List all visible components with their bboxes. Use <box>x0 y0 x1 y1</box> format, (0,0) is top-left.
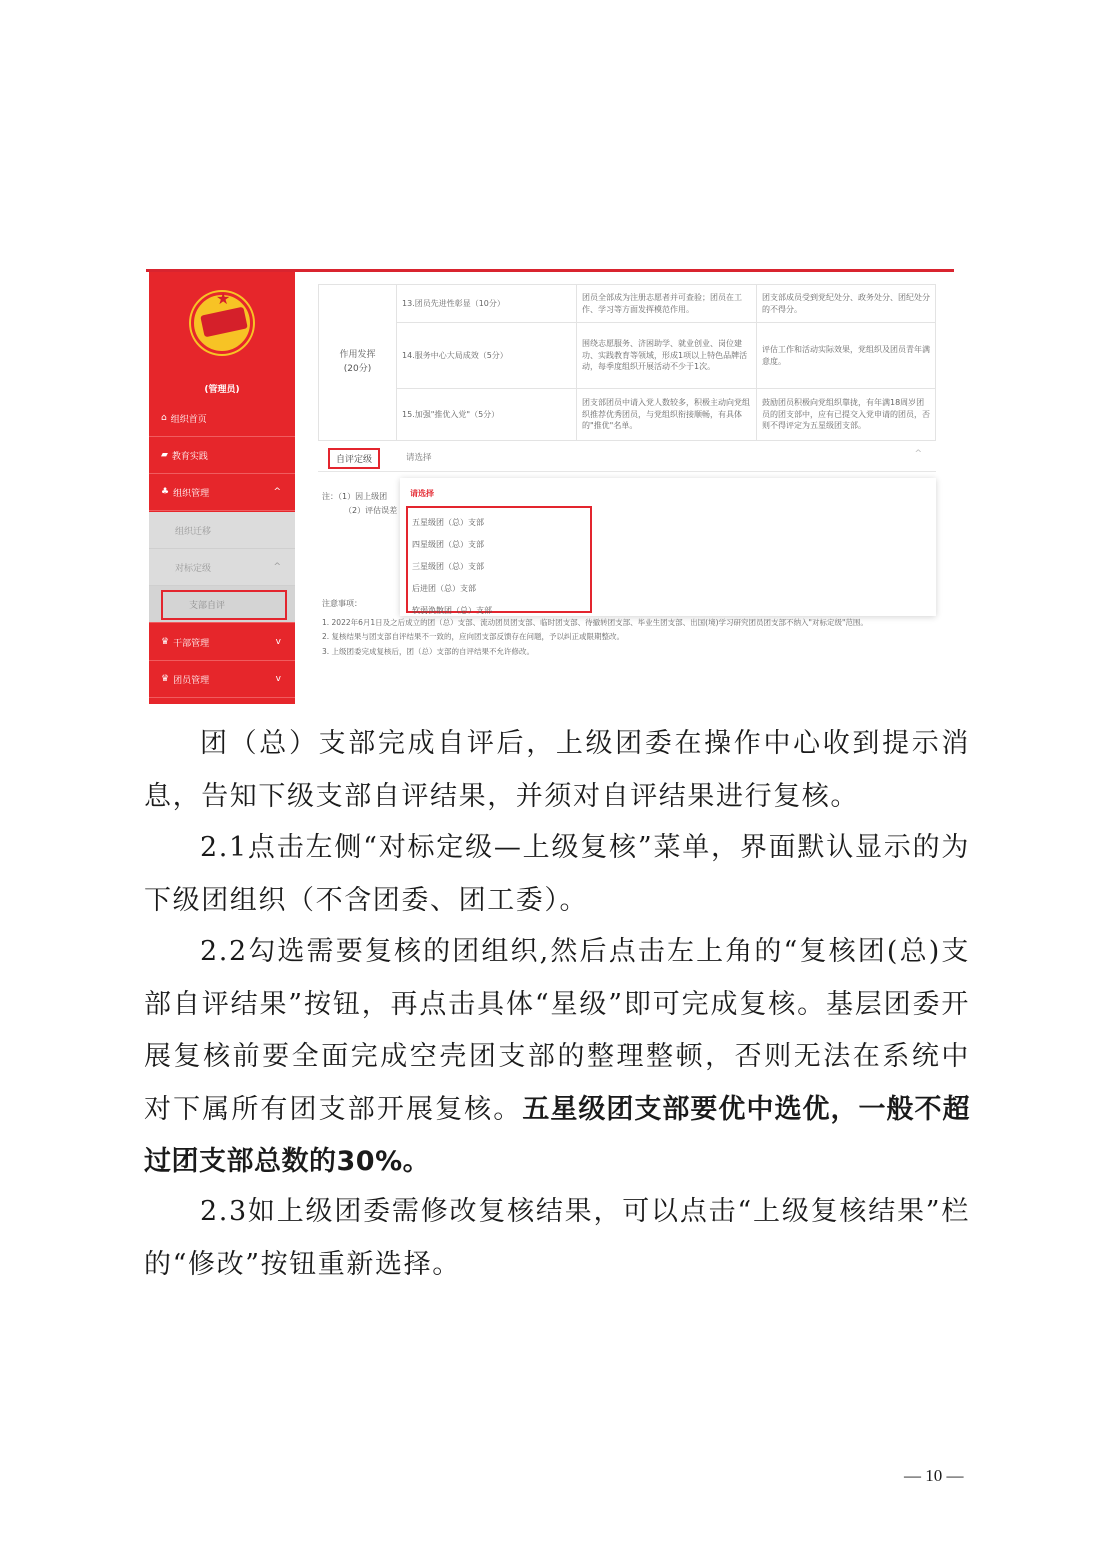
list-item: 1. 2022年6月1日及之后成立的团（总）支部、流动团员团支部、临时团支部、待撤转团支部、毕业生团支部、出国(境)学习研究团员团支部不纳入"对标定级"范围。 <box>322 618 868 627</box>
admin-role-label: (管理员) <box>204 385 240 395</box>
dropdown-title: 请选择 <box>410 489 434 498</box>
page-number: — 10 — <box>904 1466 964 1485</box>
chevron-down-icon: v <box>275 674 281 684</box>
system-screenshot <box>146 269 954 704</box>
standard-cell: 围绕志愿服务、济困助学、就业创业、岗位建功、实践教育等领域，形成1项以上特色品牌活动，每季度组织开展活动不少于1次。 <box>577 323 757 389</box>
chevron-up-icon: ^ <box>273 562 281 572</box>
option-weak[interactable]: 软弱涣散团（总）支部 <box>412 606 492 615</box>
paragraph-1: 团（总）支部完成自评后，上级团委在操作中心收到提示消息，告知下级支部自评结果，并须对自评结果进行复核。 <box>144 728 970 812</box>
sidebar-item-org-home[interactable]: ⌂ 组织首页 <box>149 400 295 437</box>
sidebar-item-org-management[interactable]: ♣ 组织管理 ^ <box>149 474 295 511</box>
attention-list <box>322 616 934 659</box>
option-five-star[interactable]: 五星级团（总）支部 <box>412 518 484 527</box>
sidebar-item-member-management[interactable]: ♛ 团员管理 v <box>149 661 295 698</box>
item-cell: 13.团员先进性彰显（10分） <box>397 285 577 323</box>
paragraph-2-1: 2.1点击左侧“对标定级—上级复核”菜单，界面默认显示的为下级团组织（不含团委、团工委）。 <box>144 832 970 916</box>
list-item: 3. 上级团委完成复核后，团（总）支部的自评结果不允许修改。 <box>322 646 535 656</box>
option-four-star[interactable]: 四星级团（总）支部 <box>412 540 484 549</box>
org-icon: ♣ <box>161 487 170 497</box>
method-cell: 评估工作和活动实际效果，党组织及团员青年满意度。 <box>757 323 936 389</box>
method-cell: 团支部成员受到党纪处分、政务处分、团纪处分的不得分。 <box>757 285 936 323</box>
self-eval-label: 自评定级 <box>328 448 380 469</box>
notes: 注：（1）因上级团 （2）评估误差 <box>322 492 398 515</box>
item-cell: 15.加强"推优入党"（5分） <box>397 389 577 441</box>
standard-cell: 团员全部成为注册志愿者并可查验；团员在工作、学习等方面发挥模范作用。 <box>577 285 757 323</box>
sidebar <box>149 272 295 704</box>
sidebar-item-education[interactable]: ▰ 教育实践 <box>149 437 295 474</box>
member-icon: ♛ <box>161 674 170 684</box>
home-icon: ⌂ <box>161 413 167 423</box>
table-row <box>319 285 936 323</box>
rating-criteria-table <box>318 284 936 441</box>
chevron-down-icon: v <box>275 637 281 647</box>
sidebar-item-org-migration[interactable]: 组织迁移 <box>149 512 295 549</box>
sidebar-item-branch-self-eval[interactable]: 支部自评 <box>149 586 295 623</box>
sidebar-item-cadre-management[interactable]: ♛ 干部管理 v <box>149 624 295 661</box>
cadre-icon: ♛ <box>161 637 170 647</box>
item-cell: 14.服务中心大局成效（5分） <box>397 323 577 389</box>
option-three-star[interactable]: 三星级团（总）支部 <box>412 562 484 571</box>
league-emblem-logo: ★ <box>191 292 253 354</box>
rating-dropdown <box>400 478 936 616</box>
method-cell: 鼓励团员积极向党组织靠拢，有年满18周岁团员的团支部中，应有已提交入党申请的团员，否则不得评定为五星级团支部。 <box>757 389 936 441</box>
standard-cell: 团支部团员中请入党人数较多，积极主动向党组织推荐优秀团员，与党组织衔接顺畅，有具体的"推优"名单。 <box>577 389 757 441</box>
option-lagging[interactable]: 后进团（总）支部 <box>412 584 476 593</box>
chevron-up-icon: ^ <box>273 487 281 497</box>
emphasis-five-star-limit: 五星级团支部要优中选优，一般不超过团支部总数的30%。 <box>144 1093 970 1177</box>
highlight-box-self-eval <box>161 590 287 620</box>
self-eval-rating-row <box>318 442 936 472</box>
rating-select[interactable]: 请选择 <box>406 453 432 463</box>
chevron-up-icon[interactable]: ^ <box>914 449 922 459</box>
table-row <box>319 323 936 389</box>
folder-icon: ▰ <box>161 450 168 460</box>
paragraph-2-3: 2.3如上级团委需修改复核结果，可以点击“上级复核结果”栏的“修改”按钮重新选择。 <box>144 1196 970 1280</box>
attention-title: 注意事项： <box>322 599 362 608</box>
category-cell: 作用发挥 (20分) <box>319 285 397 441</box>
dropdown-options-highlight <box>406 506 592 613</box>
table-row <box>319 389 936 441</box>
sidebar-item-benchmark-rating[interactable]: 对标定级 ^ <box>149 549 295 586</box>
paragraph-2-2: 2.2勾选需要复核的团组织,然后点击左上角的“复核团(总)支部自评结果”按钮，再点击具体“星级”即可完成复核。基层团委开展复核前要全面完成空壳团支部的整理整顿，否则无法在系统中对下属所有团支部开展复核。五星级团支部要优中选优，一般不超过团支部总数的30%。 <box>144 936 970 1177</box>
list-item: 2. 复核结果与团支部自评结果不一致的，应向团支部反馈存在问题，予以纠正或限期整改。 <box>322 632 625 642</box>
